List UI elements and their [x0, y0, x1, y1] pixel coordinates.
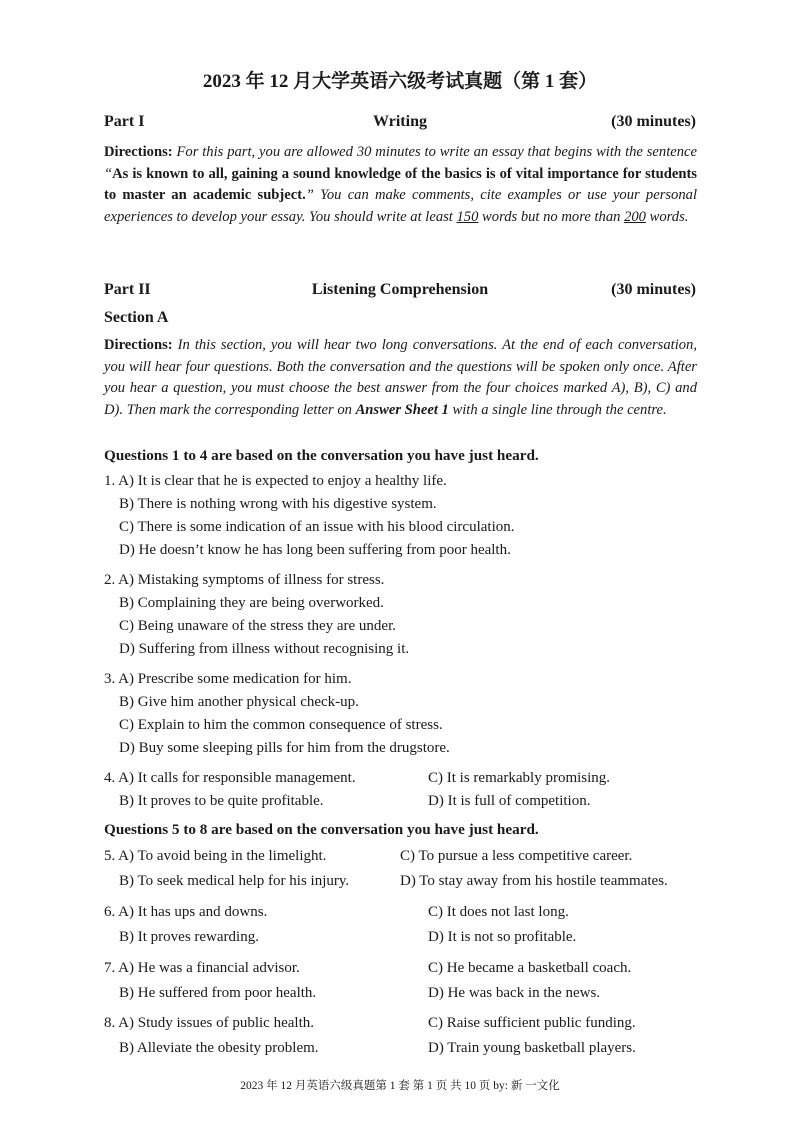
- q7-option-a: 7. A) He was a financial advisor.: [104, 960, 300, 976]
- page-footer: 2023 年 12 月英语六级真题第 1 套 第 1 页 共 10 页 by: 新 一文化: [240, 1080, 560, 1092]
- part2-directions-text-1: In this section, you will hear two long conversations. At the end of each conversation, you will hear four questions. Both the conversation and the questions will be spoken only once. After you hear a question, you must choose the best answer from the four choices marked A), B), C) and D). Then mark the corresponding letter on: [104, 337, 697, 418]
- part1-essay-prompt: As is known to all, gaining a sound knowledge of the basics is of vital importance for students to master an academic subject.: [104, 165, 697, 203]
- answer-sheet-ref: Answer Sheet 1: [355, 401, 449, 418]
- q7-option-b: B) He suffered from poor health.: [119, 985, 317, 1001]
- part2-time: (30 minutes): [611, 281, 696, 298]
- part1-name: Writing: [373, 113, 427, 130]
- q6-option-b: B) It proves rewarding.: [119, 929, 259, 945]
- q2-option-c: C) Being unaware of the stress they are under.: [119, 618, 396, 634]
- group2-heading: Questions 5 to 8 are based on the conversation you have just heard.: [104, 821, 539, 838]
- part2-name: Listening Comprehension: [311, 281, 489, 298]
- q6-option-d: D) It is not so profitable.: [428, 929, 577, 945]
- part2-label: Part II: [104, 281, 151, 298]
- part1-directions: [104, 142, 697, 228]
- part1-time: (30 minutes): [611, 113, 696, 130]
- q7-option-c: C) He became a basketball coach.: [428, 960, 632, 976]
- part1-directions-text-3: words but no more than: [478, 208, 625, 225]
- q1-option-b: B) There is nothing wrong with his digestive system.: [119, 496, 437, 512]
- q8-option-c: C) Raise sufficient public funding.: [428, 1015, 636, 1031]
- section-a-label: Section A: [104, 309, 169, 326]
- part2-directions-label: Directions:: [104, 337, 173, 353]
- q8-option-a: 8. A) Study issues of public health.: [104, 1015, 314, 1031]
- q4-option-b: B) It proves to be quite profitable.: [119, 793, 324, 809]
- q1-option-d: D) He doesn’t know he has long been suffering from poor health.: [119, 542, 511, 558]
- q1-option-c: C) There is some indication of an issue with his blood circulation.: [119, 519, 515, 535]
- part1-min-words: 150: [456, 208, 479, 225]
- part2-directions-text-2: with a single line through the centre.: [448, 401, 667, 418]
- q3-option-b: B) Give him another physical check-up.: [119, 694, 359, 710]
- part1-max-words: 200: [624, 208, 646, 225]
- q4-option-a: 4. A) It calls for responsible management.: [104, 770, 356, 786]
- q6-option-c: C) It does not last long.: [428, 904, 569, 920]
- part1-directions-text-2: ” You can make comments, cite examples or use your personal experiences to develop your essay. You should write at least: [104, 187, 697, 225]
- part1-label: Part I: [104, 113, 145, 130]
- q3-option-a: 3. A) Prescribe some medication for him.: [104, 671, 352, 687]
- q4-option-d: D) It is full of competition.: [428, 793, 591, 809]
- q6-option-a: 6. A) It has ups and downs.: [104, 904, 268, 920]
- q7-option-d: D) He was back in the news.: [428, 985, 601, 1001]
- q8-option-d: D) Train young basketball players.: [428, 1040, 636, 1056]
- part1-directions-label: Directions:: [104, 144, 173, 160]
- q5-option-a: 5. A) To avoid being in the limelight.: [104, 848, 327, 864]
- q5-option-b: B) To seek medical help for his injury.: [119, 873, 350, 889]
- q2-option-d: D) Suffering from illness without recognising it.: [119, 641, 410, 657]
- part2-directions: [104, 335, 697, 421]
- q8-option-b: B) Alleviate the obesity problem.: [119, 1040, 319, 1056]
- page-title: 2023 年 12 月大学英语六级考试真题（第 1 套）: [202, 71, 598, 92]
- q3-option-d: D) Buy some sleeping pills for him from the drugstore.: [119, 740, 450, 756]
- part1-directions-text-4: words.: [645, 208, 689, 225]
- group1-heading: Questions 1 to 4 are based on the conversation you have just heard.: [104, 447, 539, 464]
- q2-option-b: B) Complaining they are being overworked.: [119, 595, 384, 611]
- part1-directions-text-1: For this part, you are allowed 30 minutes to write an essay that begins with the sentence “: [104, 144, 697, 182]
- q1-option-a: 1. A) It is clear that he is expected to enjoy a healthy life.: [104, 473, 447, 489]
- q5-option-d: D) To stay away from his hostile teammates.: [400, 873, 668, 889]
- q2-option-a: 2. A) Mistaking symptoms of illness for stress.: [104, 572, 385, 588]
- q4-option-c: C) It is remarkably promising.: [428, 770, 611, 786]
- q5-option-c: C) To pursue a less competitive career.: [400, 848, 633, 864]
- q3-option-c: C) Explain to him the common consequence of stress.: [119, 717, 443, 733]
